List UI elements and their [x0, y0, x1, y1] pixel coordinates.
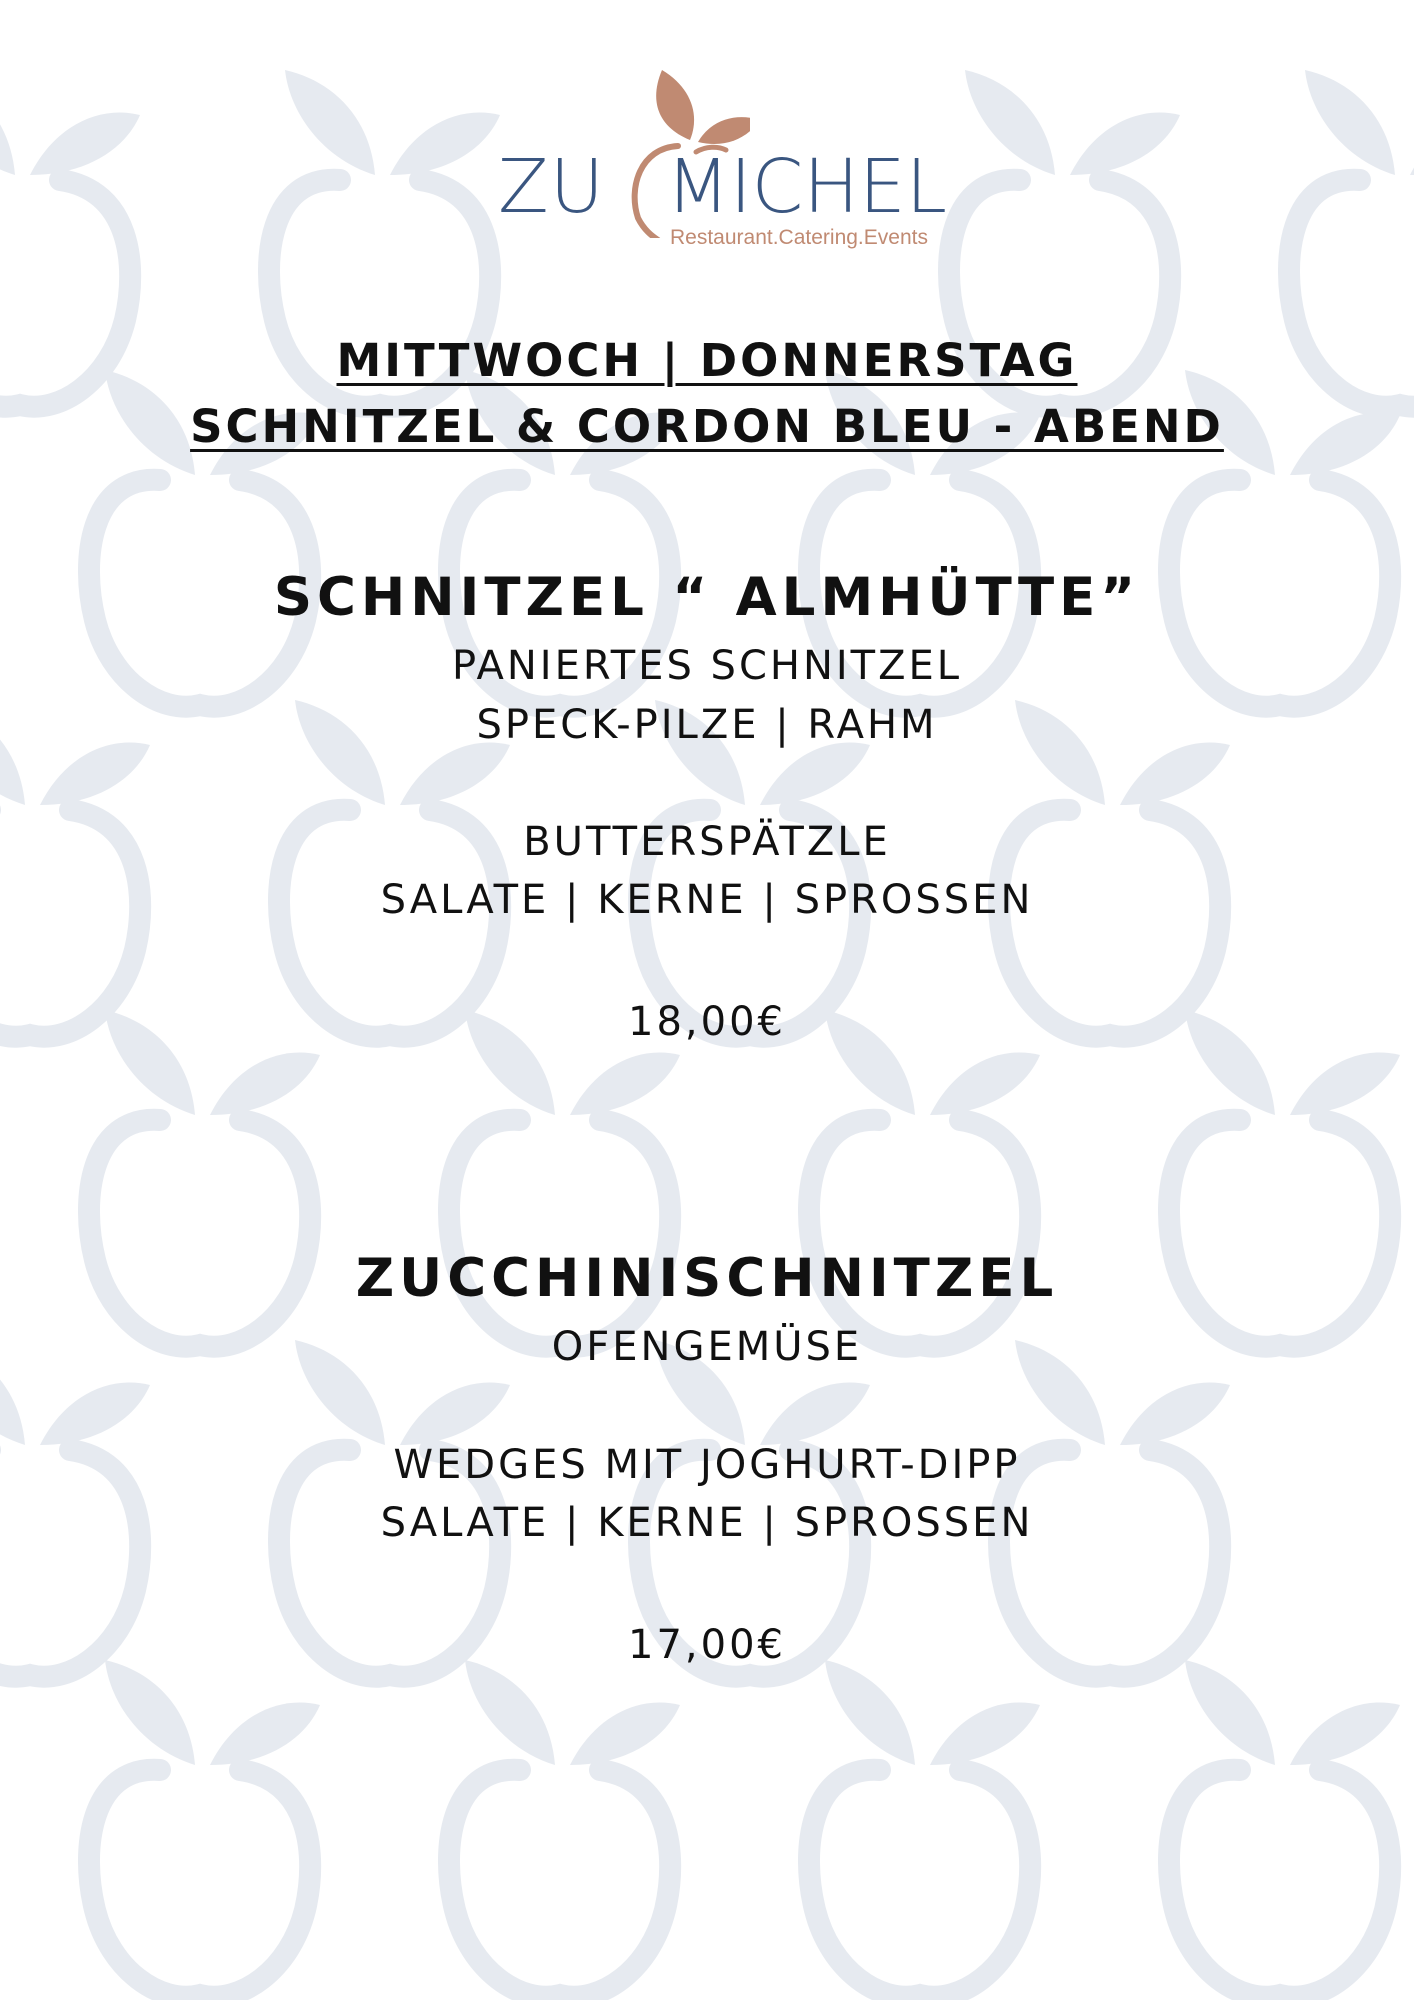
dish-side-line: SALATE | KERNE | SPROSSEN	[380, 877, 1034, 923]
dish-price: 18,00€	[628, 999, 786, 1045]
dish-title: ZUCCHINISCHNITZEL	[355, 1248, 1059, 1309]
dish-price: 17,00€	[628, 1622, 786, 1668]
heading-theme	[0, 400, 1414, 453]
heading-days-text: MITTWOCH | DONNERSTAG	[336, 334, 1078, 387]
dish-description-line: SPECK-PILZE | RAHM	[476, 702, 938, 748]
logo-name-left: ZU	[498, 144, 605, 230]
dish-description-line: PANIERTES SCHNITZEL	[451, 643, 963, 689]
heading-days	[0, 334, 1414, 387]
dish-title: SCHNITZEL “ ALMHÜTTE”	[273, 567, 1141, 628]
dish-side-line: WEDGES MIT JOGHURT-DIPP	[393, 1442, 1021, 1488]
logo-name-right: MICHEL	[666, 144, 947, 230]
dish-side-line: SALATE | KERNE | SPROSSEN	[380, 1500, 1034, 1546]
logo	[490, 58, 950, 258]
heading-theme-text: SCHNITZEL & CORDON BLEU - ABEND	[190, 400, 1224, 453]
dish-description-line: OFENGEMÜSE	[551, 1324, 863, 1370]
dish-side-line: BUTTERSPÄTZLE	[523, 819, 891, 865]
logo-tagline: Restaurant.Catering.Events	[670, 226, 928, 249]
